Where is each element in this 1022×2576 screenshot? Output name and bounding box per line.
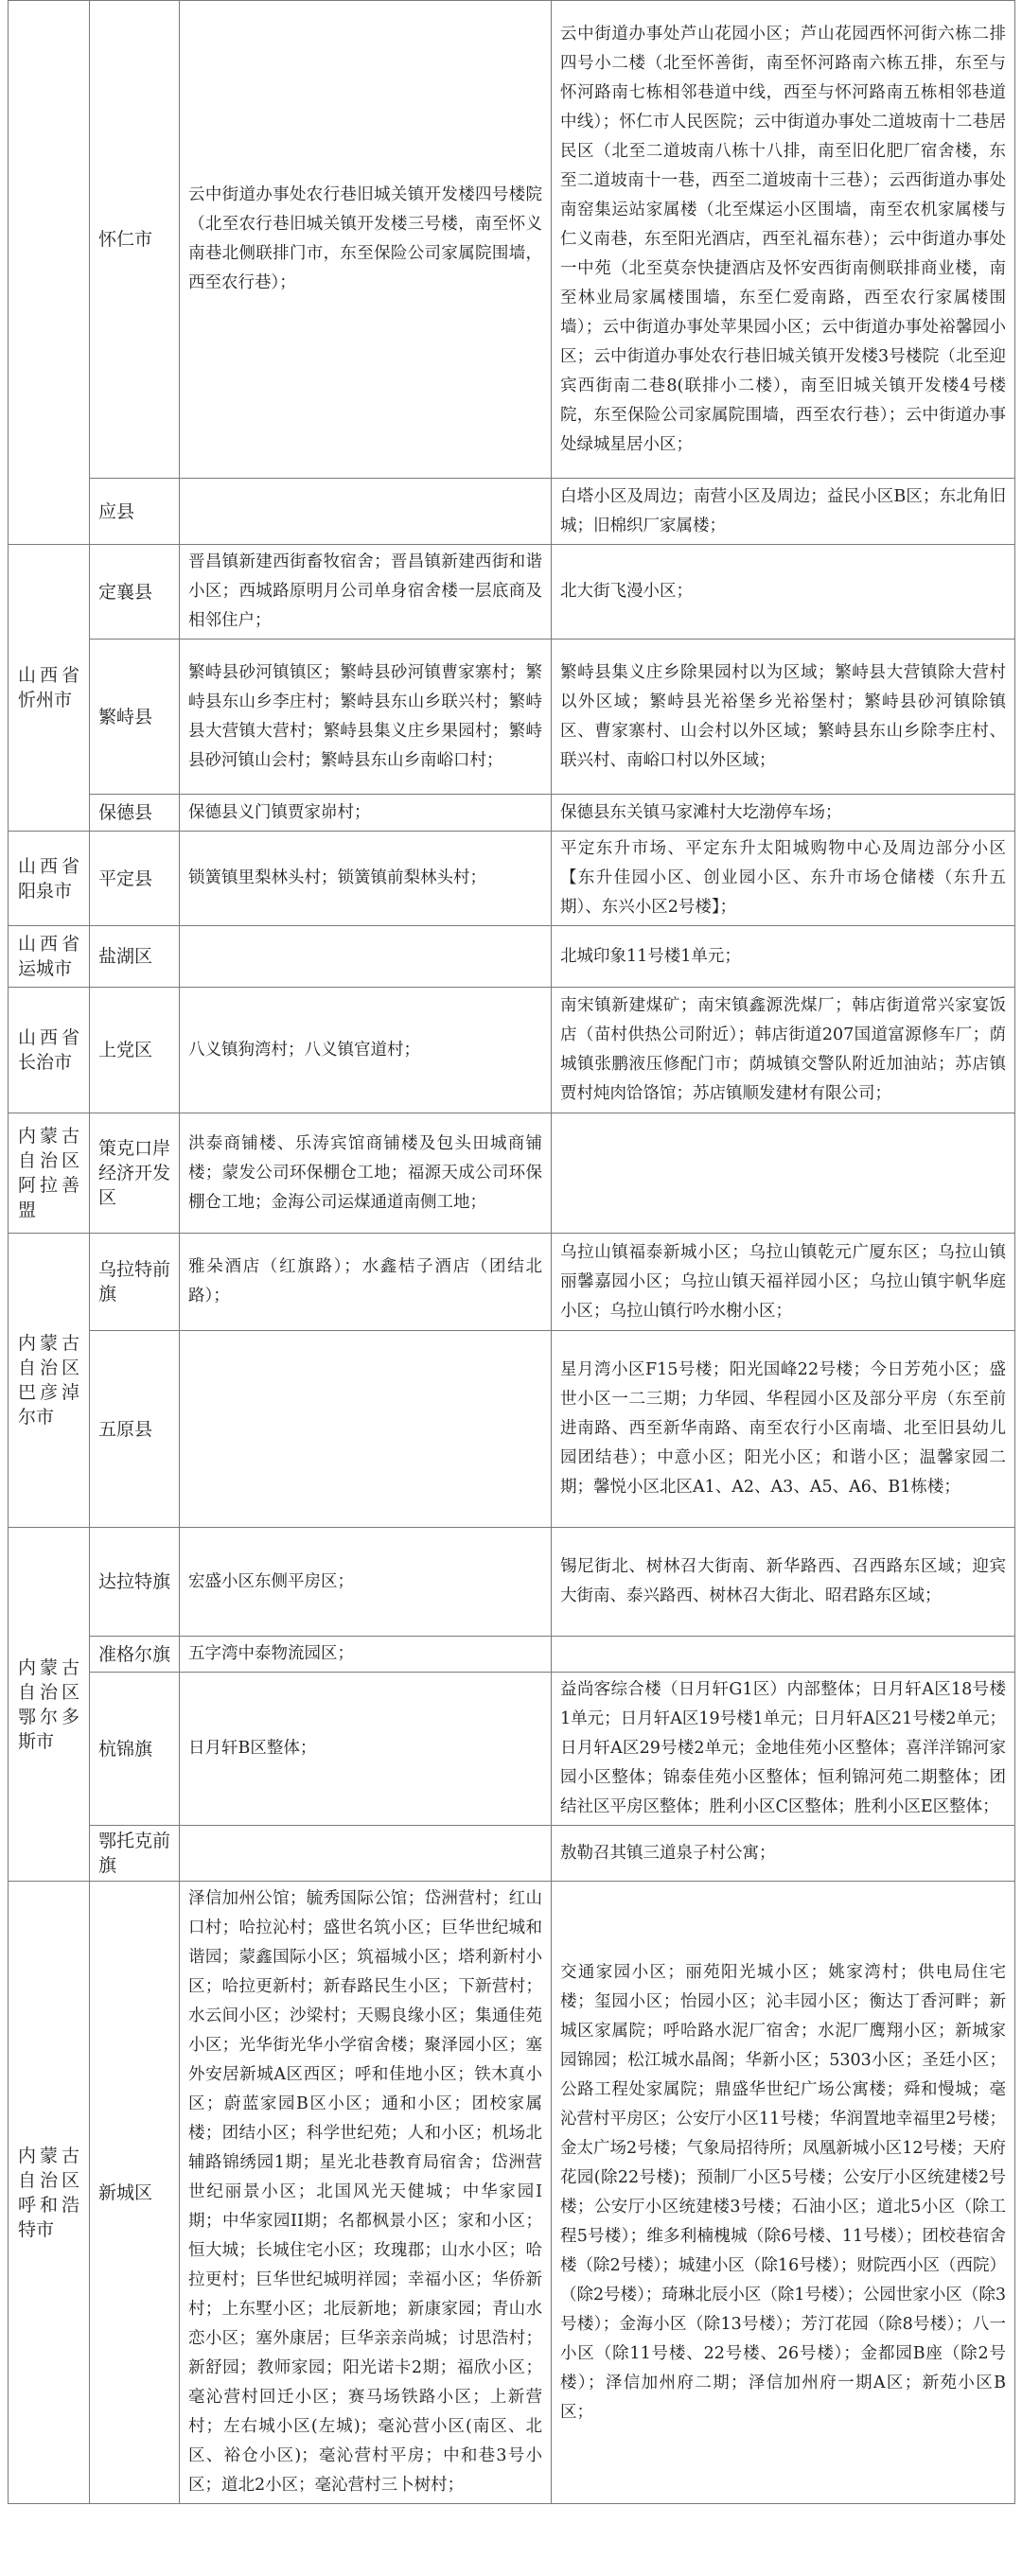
low-risk-area-cell: 锡尼街北、树林召大街南、新华路西、召西路东区域；迎宾大街南、泰兴路西、树林召大街北、昭君路东区域；: [552, 1528, 1015, 1637]
table-row: [9, 1826, 1015, 1882]
county-cell: 应县: [90, 479, 180, 545]
medium-risk-area-cell: [180, 1331, 552, 1528]
city-cell: 山西省长治市: [9, 988, 90, 1113]
medium-risk-area-cell: 日月轩B区整体；: [180, 1673, 552, 1826]
district-list-table: [8, 0, 1015, 2504]
medium-risk-area-cell: 锁簧镇里梨林头村；锁簧镇前梨林头村；: [180, 832, 552, 926]
city-cell: 山西省阳泉市: [9, 832, 90, 926]
low-risk-area-cell: 繁峙县集义庄乡除果园村以为区域；繁峙县大营镇除大营村以外区域；繁峙县光裕堡乡光裕堡村；繁峙县砂河镇除镇区、曹家寨村、山会村以外区域；繁峙县东山乡除李庄村、联兴村、南峪口村以外区域；: [552, 640, 1015, 795]
table-row: [9, 832, 1015, 926]
county-cell: 怀仁市: [90, 1, 180, 479]
medium-risk-area-cell: 雅朵酒店（红旗路）；水鑫桔子酒店（团结北路）；: [180, 1234, 552, 1331]
county-cell: 鄂托克前旗: [90, 1826, 180, 1882]
medium-risk-area-cell: 云中街道办事处农行巷旧城关镇开发楼四号楼院（北至农行巷旧城关镇开发楼三号楼，南至怀义南巷北侧联排门市，东至保险公司家属院围墙，西至农行巷）；: [180, 1, 552, 479]
county-cell: 准格尔旗: [90, 1637, 180, 1673]
low-risk-area-cell: 保德县东关镇马家滩村大圪渤停车场；: [552, 795, 1015, 832]
low-risk-area-cell: [552, 1637, 1015, 1673]
county-cell: 乌拉特前旗: [90, 1234, 180, 1331]
city-cell: 山西省忻州市: [9, 545, 90, 832]
table-row: [9, 1528, 1015, 1637]
table-row: [9, 1637, 1015, 1673]
city-cell: 内蒙古自治区鄂尔多斯市: [9, 1528, 90, 1882]
table-row: [9, 1673, 1015, 1826]
low-risk-area-cell: 南宋镇新建煤矿；南宋镇鑫源洗煤厂；韩店街道常兴家宴饭店（苗村供热公司附近）；韩店街道207国道富源修车厂；荫城镇张鹏液压修配门市；荫城镇交警队附近加油站；苏店镇贾村炖肉饸饹馆；苏店镇顺发建材有限公司；: [552, 988, 1015, 1113]
table-row: [9, 988, 1015, 1113]
city-cell: 内蒙古自治区阿拉善盟: [9, 1113, 90, 1234]
medium-risk-area-cell: 泽信加州公馆；毓秀国际公馆；岱洲营村；红山口村；哈拉沁村；盛世名筑小区；巨华世纪城和谐园；蒙鑫国际小区；筑福城小区；塔利新村小区；哈拉更新村；新春路民生小区；下新营村；水云间小区；沙梁村；天赐良缘小区；集通佳苑小区；光华街光华小学宿舍楼；聚泽园小区；塞外安居新城A区西区；呼和佳地小区；铁木真小区；蔚蓝家园B区小区；通和小区；团校家属楼；团结小区；科学世纪苑；人和小区；机场北辅路锦绣园1期；星光北巷教育局宿舍；岱洲营世纪丽景小区；北国风光天健城；中华家园I期；中华家园II期；名都枫景小区；家和小区；恒大城；长城住宅小区；玫瑰郡；山水小区；哈拉更村；巨华世纪城明祥园；幸福小区；华侨新村；上东墅小区；北辰新地；新康家园；青山水恋小区；塞外康居；巨华亲亲尚城；讨思浩村；新舒园；教师家园；阳光诺卡2期；福欣小区；毫沁营村回迁小区；赛马场铁路小区；上新营村；左右城小区(左城)；毫沁营小区(南区、北区、裕仓小区)；毫沁营村平房；中和巷3号小区；道北2小区；毫沁营村三卜树村；: [180, 1882, 552, 2504]
county-cell: 杭锦旗: [90, 1673, 180, 1826]
low-risk-area-cell: 星月湾小区F15号楼；阳光国峰22号楼；今日芳苑小区；盛世小区一二三期；力华园、华程园小区及部分平房（东至前进南路、西至新华南路、南至农行小区南墙、北至旧县幼儿园团结巷）；中意小区；阳光小区；和谐小区；温馨家园二期；馨悦小区北区A1、A2、A3、A5、A6、B1栋楼；: [552, 1331, 1015, 1528]
table-row: [9, 795, 1015, 832]
table-row: [9, 1331, 1015, 1528]
table-row: [9, 545, 1015, 640]
county-cell: 定襄县: [90, 545, 180, 640]
low-risk-area-cell: 白塔小区及周边；南营小区及周边；益民小区B区；东北角旧城；旧棉织厂家属楼；: [552, 479, 1015, 545]
low-risk-area-cell: [552, 1113, 1015, 1234]
medium-risk-area-cell: [180, 479, 552, 545]
low-risk-area-cell: 敖勒召其镇三道泉子村公寓；: [552, 1826, 1015, 1882]
medium-risk-area-cell: [180, 926, 552, 988]
medium-risk-area-cell: [180, 1826, 552, 1882]
county-cell: 繁峙县: [90, 640, 180, 795]
county-cell: 达拉特旗: [90, 1528, 180, 1637]
city-cell: [9, 1, 90, 545]
county-cell: 盐湖区: [90, 926, 180, 988]
medium-risk-area-cell: 八义镇狗湾村；八义镇官道村；: [180, 988, 552, 1113]
table-row: [9, 479, 1015, 545]
city-cell: 内蒙古自治区呼和浩特市: [9, 1882, 90, 2504]
county-cell: 保德县: [90, 795, 180, 832]
low-risk-area-cell: 北城印象11号楼1单元；: [552, 926, 1015, 988]
table-row: [9, 1882, 1015, 2504]
county-cell: 策克口岸经济开发区: [90, 1113, 180, 1234]
low-risk-area-cell: 交通家园小区；丽苑阳光城小区；姚家湾村；供电局住宅楼；玺园小区；怡园小区；沁丰园小区；衡达丁香河畔；新城区家属院；呼哈路水泥厂宿舍；水泥厂鹰翔小区；新城家园锦园；松江城水晶阁；华新小区；5303小区；圣廷小区；公路工程处家属院；鼎盛华世纪广场公寓楼；舜和慢城；毫沁营村平房区；公安厅小区11号楼；华润置地幸福里2号楼；金太广场2号楼；气象局招待所；凤凰新城小区12号楼；天府花园(除22号楼)；预制厂小区5号楼；公安厅小区统建楼2号楼；公安厅小区统建楼3号楼；石油小区；道北5小区（除工程5号楼）；维多利楠槐城（除6号楼、11号楼）；团校巷宿舍楼（除2号楼）；城建小区（除16号楼）；财院西小区（西院）（除2号楼）；琦琳北辰小区（除1号楼）；公园世家小区（除3号楼）；金海小区（除13号楼）；芳汀花园（除8号楼）；八一小区（除11号楼、22号楼、26号楼）；金都园B座（除2号楼）；泽信加州府二期；泽信加州府一期A区；新苑小区B区；: [552, 1882, 1015, 2504]
low-risk-area-cell: 北大街飞漫小区；: [552, 545, 1015, 640]
table-body: [9, 1, 1015, 2504]
medium-risk-area-cell: 五字湾中泰物流园区；: [180, 1637, 552, 1673]
medium-risk-area-cell: 晋昌镇新建西街畜牧宿舍；晋昌镇新建西街和谐小区；西城路原明月公司单身宿舍楼一层底商及相邻住户；: [180, 545, 552, 640]
table-row: [9, 1234, 1015, 1331]
county-cell: 新城区: [90, 1882, 180, 2504]
city-cell: 山西省运城市: [9, 926, 90, 988]
medium-risk-area-cell: 繁峙县砂河镇镇区；繁峙县砂河镇曹家寨村；繁峙县东山乡李庄村；繁峙县东山乡联兴村；繁峙县大营镇大营村；繁峙县集义庄乡果园村；繁峙县砂河镇山会村；繁峙县东山乡南峪口村；: [180, 640, 552, 795]
medium-risk-area-cell: 保德县义门镇贾家峁村；: [180, 795, 552, 832]
medium-risk-area-cell: 洪泰商铺楼、乐涛宾馆商铺楼及包头田城商铺楼；蒙发公司环保棚仓工地；福源天成公司环保棚仓工地；金海公司运煤通道南侧工地；: [180, 1113, 552, 1234]
county-cell: 上党区: [90, 988, 180, 1113]
table-row: [9, 926, 1015, 988]
medium-risk-area-cell: 宏盛小区东侧平房区；: [180, 1528, 552, 1637]
table-row: [9, 640, 1015, 795]
table-row: [9, 1, 1015, 479]
low-risk-area-cell: 云中街道办事处芦山花园小区；芦山花园西怀河街六栋二排四号小二楼（北至怀善街，南至怀河路南六栋五排，东至与怀河路南七栋相邻巷道中线，西至与怀河路南五栋相邻巷道中线）；怀仁市人民医院；云中街道办事处二道坡南十二巷居民区（北至二道坡南八栋十八排，南至旧化肥厂宿舍楼，东至二道坡南十一巷，西至二道坡南十三巷）；云西街道办事处南窑集运站家属楼（北至煤运小区围墙，南至农机家属楼与仁义南巷，东至阳光酒店，西至礼福东巷）；云中街道办事处一中苑（北至莫奈快捷酒店及怀安西街南侧联排商业楼，南至林业局家属楼围墙，东至仁爱南路，西至农行家属楼围墙）；云中街道办事处苹果园小区；云中街道办事处裕馨园小区；云中街道办事处农行巷旧城关镇开发楼3号楼院（北至迎宾西街南二巷8(联排小二楼），南至旧城关镇开发楼4号楼院，东至保险公司家属院围墙，西至农行巷）；云中街道办事处绿城星居小区；: [552, 1, 1015, 479]
table-row: [9, 1113, 1015, 1234]
county-cell: 五原县: [90, 1331, 180, 1528]
city-cell: 内蒙古自治区巴彦淖尔市: [9, 1234, 90, 1528]
county-cell: 平定县: [90, 832, 180, 926]
low-risk-area-cell: 乌拉山镇福泰新城小区；乌拉山镇乾元广厦东区；乌拉山镇丽馨嘉园小区；乌拉山镇天福祥园小区；乌拉山镇宇帆华庭小区；乌拉山镇行吟水榭小区；: [552, 1234, 1015, 1331]
low-risk-area-cell: 益尚客综合楼（日月轩G1区）内部整体；日月轩A区18号楼1单元；日月轩A区19号楼1单元；日月轩A区21号楼2单元；日月轩A区29号楼2单元；金地佳苑小区整体；喜洋洋锦河家园小区整体；锦泰佳苑小区整体；恒利锦河苑二期整体；团结社区平房区整体；胜利小区C区整体；胜利小区E区整体；: [552, 1673, 1015, 1826]
low-risk-area-cell: 平定东升市场、平定东升太阳城购物中心及周边部分小区【东升佳园小区、创业园小区、东升市场仓储楼（东升五期）、东兴小区2号楼】；: [552, 832, 1015, 926]
